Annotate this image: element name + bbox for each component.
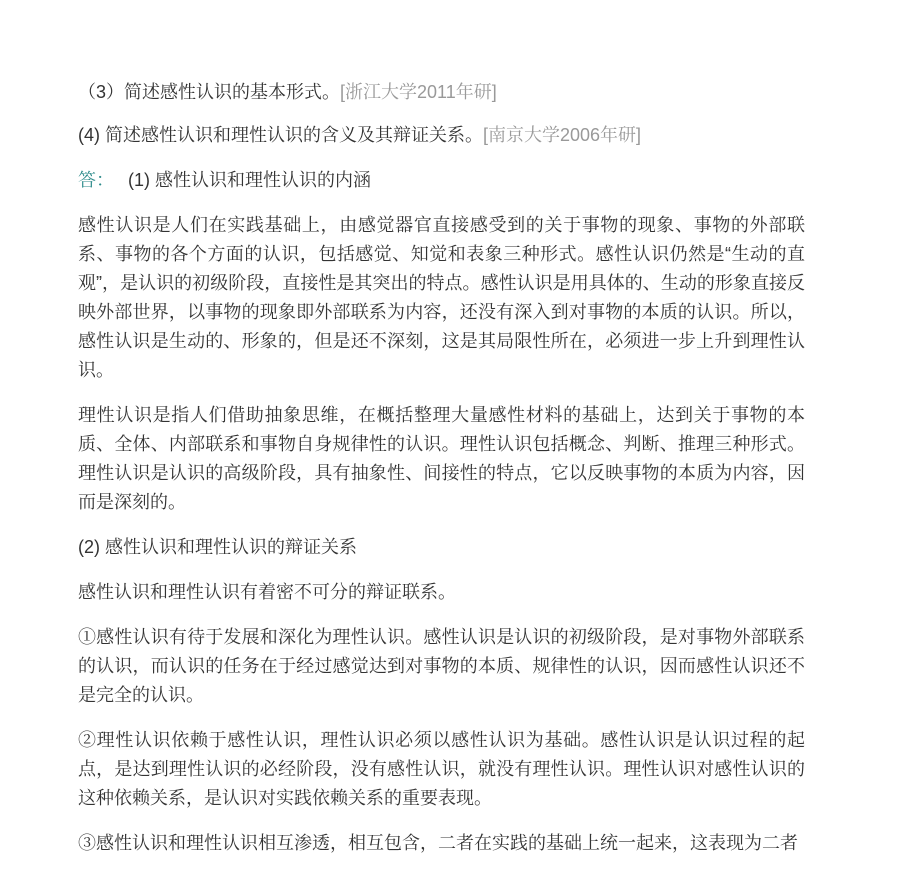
paragraph-perceptual-knowledge: 感性认识是人们在实践基础上，由感觉器官直接感受到的关于事物的现象、事物的外部联系、事物的各个方面的认识，包括感觉、知觉和表象三种形式。感性认识仍然是“生动的直观”，是认识的初级阶段，直接性是其突出的特点。感性认识是用具体的、生动的形象直接反映外部世界，以事物的现象即外部联系为内容，还没有深入到对事物的本质的认识。所以，感性认识是生动的、形象的，但是还不深刻，这是其局限性所在，必须进一步上升到理性认识。: [78, 215, 805, 380]
paragraph-rational-knowledge: 理性认识是指人们借助抽象思维，在概括整理大量感性材料的基础上，达到关于事物的本质、全体、内部联系和事物自身规律性的认识。理性认识包括概念、判断、推理三种形式。理性认识是认识的高级阶段，具有抽象性、间接性的特点，它以反映事物的本质为内容，因而是深刻的。: [78, 405, 805, 512]
question-source: [南京大学2006年研]: [483, 125, 642, 145]
point-3-clipped: ③感性认识和理性认识相互渗透，相互包含，二者在实践的基础上统一起来，这表现为二者: [78, 833, 798, 853]
answer-first-line: [78, 166, 805, 195]
answer-label: 答：: [78, 170, 114, 190]
paragraph-dialectical-intro: 感性认识和理性认识有着密不可分的辩证联系。: [78, 582, 456, 602]
question-line: [78, 121, 805, 150]
point-2: ②理性认识依赖于感性认识，理性认识必须以感性认识为基础。感性认识是认识过程的起点，是达到理性认识的必经阶段，没有感性认识，就没有理性认识。理性认识对感性认识的这种依赖关系，是认识对实践依赖关系的重要表现。: [78, 730, 805, 808]
clipped-question-source: [浙江大学2011年研]: [340, 82, 497, 102]
clipped-question-main-text: （3）简述感性认识的基本形式。: [78, 82, 341, 102]
answer-section-2-title: (2) 感性认识和理性认识的辩证关系: [78, 537, 357, 557]
document-content: [78, 0, 805, 874]
answer-section-1-title: (1) 感性认识和理性认识的内涵: [128, 170, 371, 190]
point-1: ①感性认识有待于发展和深化为理性认识。感性认识是认识的初级阶段，是对事物外部联系的认识，而认识的任务在于经过感觉达到对事物的本质、规律性的认识，因而感性认识还不是完全的认识。: [78, 627, 805, 705]
question-text: (4) 简述感性认识和理性认识的含义及其辩证关系。: [78, 125, 483, 145]
